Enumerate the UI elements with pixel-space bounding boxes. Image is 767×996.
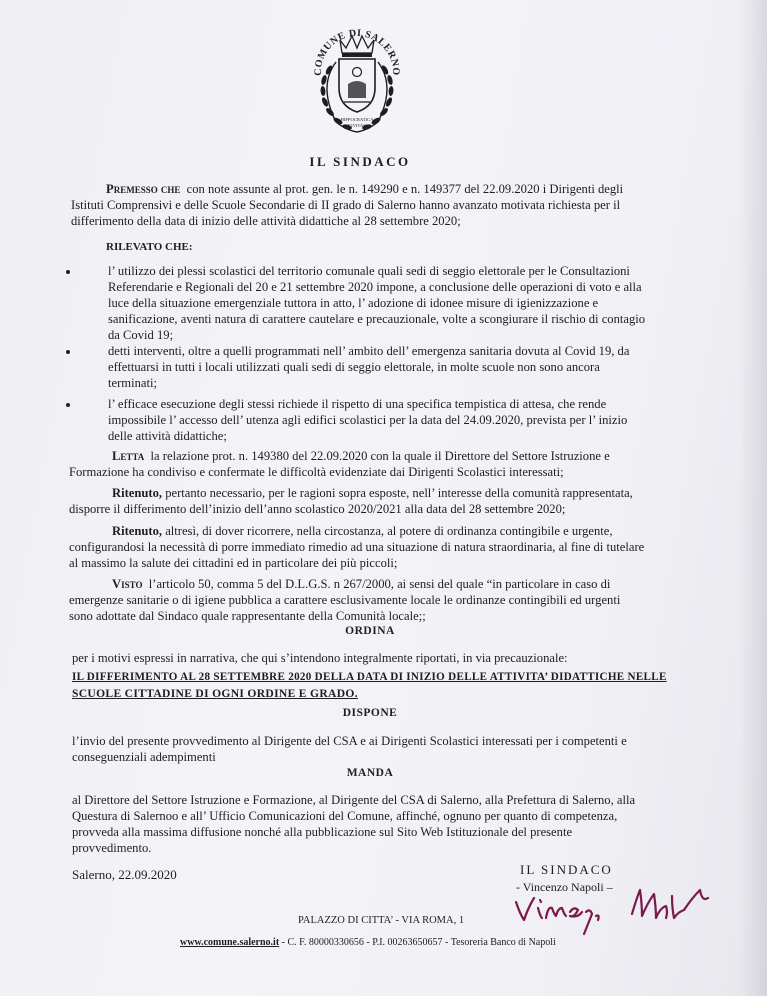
- ritenuto2-line-3: al massimo la salute dei cittadini ed in particolare dei più piccoli;: [69, 556, 398, 570]
- bullet-1-line-2: Referendarie e Regionali del 20 e 21 settembre 2020 impone, a conclusione delle operazioni di voto e alla: [108, 280, 642, 294]
- bullet-marker: [66, 403, 70, 407]
- dispone-heading: DISPONE: [342, 707, 398, 719]
- bullet-2-line-3: terminati;: [108, 376, 157, 390]
- date-place: Salerno, 22.09.2020: [72, 867, 177, 882]
- ordina-heading: ORDINA: [345, 625, 395, 637]
- bullet-1-line-1: l’ utilizzo dei plessi scolastici del territorio comunale quali sedi di seggio elettorale per le Consultazioni: [108, 264, 630, 278]
- bullet-2-line-1: detti interventi, oltre a quelli programmati nell’ ambito dell’ emergenza sanitaria dovuta al Covid 19, da: [108, 344, 630, 358]
- ritenuto2-text-1: altresì, di dover ricorrere, nella circostanza, al potere di ordinanza contingibile e urgente,: [165, 524, 613, 538]
- footer-line: [180, 937, 556, 948]
- ritenuto2-line-1: [112, 523, 613, 539]
- premesso-line-3: differimento della data di inizio delle attività didattiche al 28 settembre 2020;: [71, 214, 461, 228]
- signature-name: - Vincenzo Napoli –: [516, 880, 613, 894]
- ritenuto2-label: Ritenuto,: [112, 524, 163, 538]
- bullet-2-line-2: effettuarsi in tutti i locali utilizzati quali sedi di seggio elettorale, in molte scuole non sono ancora: [108, 360, 600, 374]
- crest-emblem-icon: [296, 26, 418, 142]
- premesso-line-1: [106, 181, 623, 197]
- dispone-line-1: l’invio del presente provvedimento al Dirigente del CSA e ai Dirigenti Scolastici interessati per i competenti e: [72, 734, 627, 748]
- crest-motto-1: HIPPOCRATICA: [340, 117, 374, 122]
- bullet-1-line-4: sanificazione, aventi natura di carattere cautelare e precauzionale, volte a scongiurare il rischio di contagio: [108, 312, 646, 326]
- document-heading: IL SINDACO: [309, 154, 411, 169]
- letta-label: Letta: [112, 449, 145, 463]
- dispone-line-2: conseguenziali adempimenti: [72, 750, 216, 764]
- letta-line-1: [112, 448, 610, 464]
- visto-line-1: [112, 576, 610, 592]
- visto-text-1: l’articolo 50, comma 5 del D.L.G.S. n 267/2000, ai sensi del quale “in particolare in caso di: [148, 577, 611, 591]
- bullet-marker: [66, 350, 70, 354]
- bullet-3-line-1: l’ efficace esecuzione degli stessi richiede il rispetto di una specifica tempistica di attesa, che rende: [108, 397, 607, 411]
- ritenuto1-text-1: pertanto necessario, per le ragioni sopra esposte, nell’ interesse della comunità rappresentata,: [165, 486, 633, 500]
- ritenuto1-line-1: [112, 485, 633, 501]
- order-line-1: IL DIFFERIMENTO AL 28 SETTEMBRE 2020 DELLA DATA DI INIZIO DELLE ATTIVITA’ DIDATTICHE NELLE: [72, 671, 667, 683]
- ordina-intro: per i motivi espressi in narrativa, che qui s’intendono integralmente riportati, in via precauzionale:: [72, 651, 568, 665]
- bullet-marker: [66, 270, 70, 274]
- crest-motto-2: CIVITAS: [348, 123, 366, 128]
- bullet-1-line-5: da Covid 19;: [108, 328, 174, 342]
- visto-label: Visto: [112, 577, 143, 591]
- svg-text:COMUNE DI SALERNO: [313, 28, 401, 76]
- manda-line-3: provveda alla massima diffusione nonché alla pubblicazione sul Sito Web Istituzionale del presente: [72, 825, 573, 839]
- manda-line-4: provvedimento.: [72, 841, 152, 855]
- municipal-crest: [296, 26, 418, 142]
- ritenuto2-line-2: configurandosi la necessità di porre immediato rimedio ad una situazione di natura straordinaria, al fine di tutelare: [69, 540, 645, 554]
- bullet-1-line-3: luce della situazione emergenziale tuttora in atto, l’ adozione di idonee misure di igienizzazione e: [108, 296, 599, 310]
- letta-text-1: la relazione prot. n. 149380 del 22.09.2020 con la quale il Direttore del Settore Istruzione e: [150, 449, 610, 463]
- visto-line-2: emergenze sanitarie o di igiene pubblica a carattere esclusivamente locale le ordinanze contingibili ed urgenti: [69, 593, 621, 607]
- order-line-2: SCUOLE CITTADINE DI OGNI ORDINE E GRADO.: [72, 687, 358, 700]
- footer-address: PALAZZO DI CITTA’ - VIA ROMA, 1: [298, 915, 465, 926]
- premesso-label: Premesso che: [106, 182, 181, 196]
- crest-title: COMUNE DI SALERNO: [312, 27, 402, 76]
- bullet-3-line-2: impossibile l’ accesso dell’ utenza agli edifici scolastici per la data del 24.09.2020, prevista per l’ inizio: [108, 413, 628, 427]
- premesso-line-2: Istituti Comprensivi e delle Scuole Secondarie di II grado di Salerno hanno avanzato motivata richiesta per il: [71, 198, 621, 212]
- rilevato-label: RILEVATO CHE:: [106, 241, 193, 253]
- manda-line-1: al Direttore del Settore Istruzione e Formazione, al Dirigente del CSA di Salerno, alla Prefettura di Salerno, alla: [72, 793, 636, 807]
- ritenuto1-label: Ritenuto,: [112, 486, 163, 500]
- manda-line-2: Questura di Salernoo e all’ Ufficio Comunicazioni del Comune, affinché, ognuno per quanto di competenza,: [72, 809, 618, 823]
- page-shadow: [739, 0, 767, 996]
- footer-website-link[interactable]: www.comune.salerno.it: [180, 937, 280, 948]
- letta-line-2: Formazione ha condiviso e confermate le difficoltà evidenziate dai Dirigenti Scolastici interessati;: [69, 465, 564, 479]
- manda-heading: MANDA: [346, 767, 394, 779]
- premesso-text-1: con note assunte al prot. gen. le n. 149290 e n. 149377 del 22.09.2020 i Dirigenti degli: [186, 182, 624, 196]
- handwritten-signature-icon: [508, 878, 738, 938]
- signature-title: IL SINDACO: [520, 862, 613, 877]
- visto-line-3: sono adottate dal Sindaco quale rappresentante della Comunità locale;;: [69, 609, 426, 623]
- bullet-3-line-3: delle attività didattiche;: [108, 429, 227, 443]
- ritenuto1-line-2: disporre il differimento dell’inizio dell’anno scolastico 2020/2021 alla data del 28 settembre 2020;: [69, 502, 566, 516]
- footer-details: - C. F. 80000330656 - P.I. 00263650657 - Tesoreria Banco di Napoli: [281, 937, 556, 948]
